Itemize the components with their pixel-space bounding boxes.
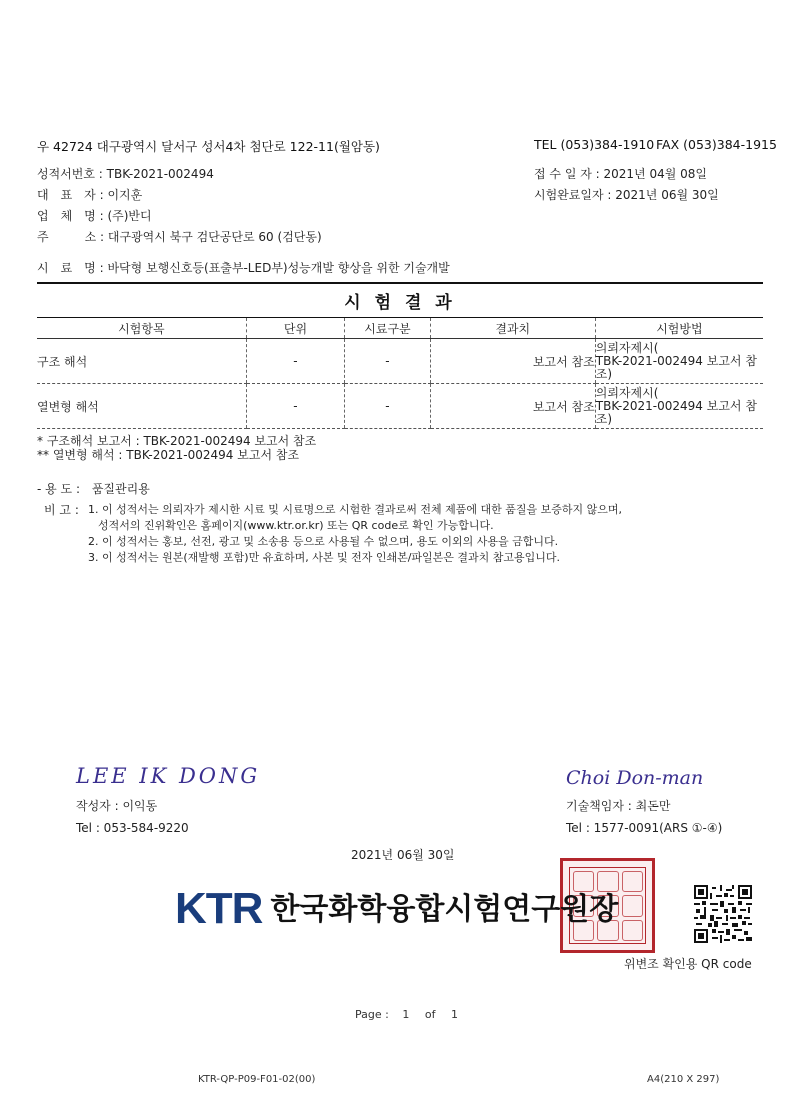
form-code: KTR-QP-P09-F01-02(00) — [198, 1074, 316, 1085]
completed-date-row — [534, 186, 719, 203]
company-value: (주)반디 — [107, 209, 152, 223]
lab-fax: FAX (053)384-1915 — [656, 137, 777, 152]
lab-address: 우 42724 대구광역시 달서구 성서4차 첨단로 122-11(월암동) — [37, 139, 380, 154]
remark-line-1: 1. 이 성적서는 의뢰자가 제시한 시료 및 시료명으로 시험한 결과로써 전체 제품에 대한 품질을 보증하지 않으며, — [88, 503, 622, 516]
footnote-structure: * 구조해석 보고서 : TBK-2021-002494 보고서 참조 — [37, 434, 317, 448]
results-header-row — [37, 318, 763, 339]
page-indicator — [355, 1008, 458, 1021]
method-line: 의뢰자제시( — [595, 340, 659, 355]
ktr-logo-letters: KTR — [175, 884, 263, 933]
results-title: 시 험 결 과 — [344, 293, 456, 313]
row-test-item: 열변형 해석 — [37, 384, 246, 429]
received-date-row — [534, 165, 707, 182]
manager-role: 기술책임자 : 최돈만 — [566, 799, 671, 813]
paper-size: A4(210 X 297) — [647, 1074, 720, 1085]
row-test-method — [595, 339, 763, 384]
row-sample-type: - — [345, 384, 431, 429]
issue-date: 2021년 06월 30일 — [351, 848, 455, 862]
company-address-row — [37, 228, 322, 245]
page-label: Page : — [355, 1008, 389, 1021]
qr-caption: 위변조 확인용 QR code — [624, 957, 752, 971]
remarks-label: 비 고 : — [44, 503, 79, 517]
company-address-value: 대구광역시 북구 검단공단로 60 (검단동) — [107, 230, 322, 244]
footnote-thermal: ** 열변형 해석 : TBK-2021-002494 보고서 참조 — [37, 448, 300, 462]
institute-logo — [175, 884, 618, 934]
manager-signature: Choi Don-man — [566, 767, 704, 789]
representative-row — [37, 186, 142, 203]
sample-name-label: 시 료 명 : — [37, 261, 104, 275]
usage-label: - 용 도 : — [37, 482, 81, 496]
row-result: 보고서 참조 — [430, 384, 595, 429]
results-table — [37, 318, 763, 429]
method-line: TBK-2021-002494 보고서 참 — [595, 398, 757, 413]
page-total: 1 — [450, 1008, 458, 1021]
cert-no-value: TBK-2021-002494 — [106, 167, 214, 181]
row-sample-type: - — [345, 339, 431, 384]
representative-label: 대 표 자 : — [37, 188, 104, 202]
col-sample-type: 시료구분 — [345, 318, 431, 339]
lab-tel: TEL (053)384-1910 — [534, 137, 655, 152]
remark-line-3: 3. 이 성적서는 원본(재발행 포함)만 유효하며, 사본 및 전자 인쇄본/파일본은 결과치 참고용입니다. — [88, 551, 561, 564]
company-label: 업 체 명 : — [37, 209, 104, 223]
method-line: 조) — [595, 411, 613, 426]
page-of: of — [424, 1008, 436, 1021]
received-date-value: 2021년 04월 08일 — [603, 167, 707, 181]
method-line: TBK-2021-002494 보고서 참 — [595, 353, 757, 368]
institute-name: 한국화학융합시험연구원장 — [270, 892, 619, 927]
remark-line-1b: 성적서의 진위확인은 홈페이지(www.ktr.or.kr) 또는 QR code로 확인 가능합니다. — [98, 519, 494, 532]
author-signature: LEE IK DONG — [76, 764, 261, 788]
row-unit: - — [246, 384, 344, 429]
col-test-method: 시험방법 — [595, 318, 763, 339]
table-row — [37, 384, 763, 429]
manager-tel: Tel : 1577-0091(ARS ①-④) — [566, 821, 723, 835]
usage-row — [37, 480, 150, 497]
representative-value: 이지훈 — [107, 188, 143, 202]
row-result: 보고서 참조 — [430, 339, 595, 384]
row-unit: - — [246, 339, 344, 384]
row-test-item: 구조 해석 — [37, 339, 246, 384]
author-tel: Tel : 053-584-9220 — [76, 821, 189, 835]
method-line: 조) — [595, 366, 613, 381]
title-rule-top — [37, 282, 763, 284]
completed-date-value: 2021년 06월 30일 — [615, 188, 719, 202]
usage-value: 품질관리용 — [91, 482, 150, 496]
cert-no-label: 성적서번호 : — [37, 167, 103, 181]
sample-name-value: 바닥형 보행신호등(표출부-LED부)성능개발 향상을 위한 기술개발 — [107, 261, 450, 275]
row-test-method — [595, 384, 763, 429]
col-unit: 단위 — [246, 318, 344, 339]
completed-date-label: 시험완료일자 : — [534, 188, 612, 202]
col-result: 결과치 — [430, 318, 595, 339]
received-date-label: 접 수 일 자 : — [534, 167, 600, 181]
col-test-item: 시험항목 — [37, 318, 246, 339]
sample-name-row — [37, 259, 450, 276]
cert-no-row — [37, 165, 214, 182]
page-current: 1 — [402, 1008, 410, 1021]
company-row — [37, 207, 152, 224]
company-address-label: 주 소 : — [37, 230, 105, 244]
qr-code-icon — [694, 885, 752, 943]
table-row — [37, 339, 763, 384]
method-line: 의뢰자제시( — [595, 385, 659, 400]
remark-line-2: 2. 이 성적서는 홍보, 선전, 광고 및 소송용 등으로 사용될 수 없으며, 용도 이외의 사용을 금합니다. — [88, 535, 559, 548]
author-role: 작성자 : 이익동 — [76, 799, 158, 813]
